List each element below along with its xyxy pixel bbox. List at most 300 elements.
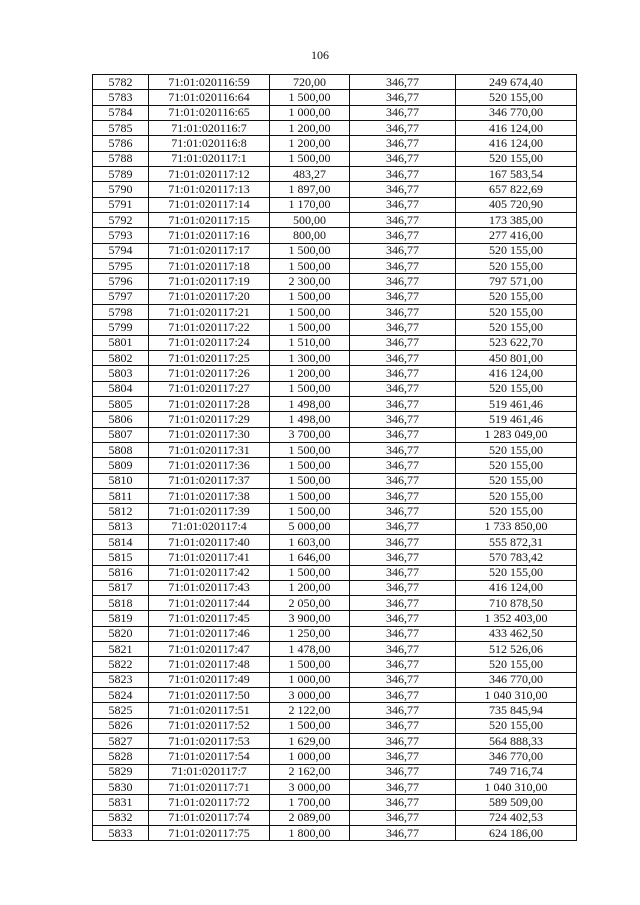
table-body (93, 75, 577, 841)
value-cell: 520 155,00 (456, 488, 577, 503)
row-number-cell: 5830 (93, 780, 149, 795)
row-number-cell: 5828 (93, 749, 149, 764)
row-number-cell: 5792 (93, 212, 149, 227)
cadastral-number-cell: 71:01:020117:12 (149, 166, 270, 181)
value-cell: 520 155,00 (456, 243, 577, 258)
value-cell: 523 622,70 (456, 335, 577, 350)
area-cell: 1 510,00 (270, 335, 350, 350)
value-cell: 520 155,00 (456, 320, 577, 335)
cadastral-number-cell: 71:01:020117:44 (149, 596, 270, 611)
rate-cell: 346,77 (350, 243, 456, 258)
area-cell: 1 300,00 (270, 350, 350, 365)
cadastral-number-cell: 71:01:020117:30 (149, 427, 270, 442)
cadastral-number-cell: 71:01:020117:51 (149, 703, 270, 718)
table-row (93, 550, 577, 565)
cadastral-number-cell: 71:01:020117:24 (149, 335, 270, 350)
rate-cell: 346,77 (350, 136, 456, 151)
cadastral-number-cell: 71:01:020117:53 (149, 734, 270, 749)
cadastral-number-cell: 71:01:020117:25 (149, 350, 270, 365)
area-cell: 5 000,00 (270, 519, 350, 534)
cadastral-number-cell: 71:01:020117:52 (149, 718, 270, 733)
area-cell: 483,27 (270, 166, 350, 181)
area-cell: 1 500,00 (270, 258, 350, 273)
value-cell: 1 040 310,00 (456, 780, 577, 795)
rate-cell: 346,77 (350, 182, 456, 197)
cadastral-number-cell: 71:01:020117:1 (149, 151, 270, 166)
cadastral-number-cell: 71:01:020117:15 (149, 212, 270, 227)
table-row (93, 366, 577, 381)
row-number-cell: 5798 (93, 304, 149, 319)
land-plot-table (92, 74, 577, 841)
rate-cell: 346,77 (350, 289, 456, 304)
area-cell: 1 500,00 (270, 657, 350, 672)
value-cell: 346 770,00 (456, 672, 577, 687)
value-cell: 520 155,00 (456, 151, 577, 166)
area-cell: 1 500,00 (270, 718, 350, 733)
value-cell: 520 155,00 (456, 442, 577, 457)
cadastral-number-cell: 71:01:020116:64 (149, 90, 270, 105)
row-number-cell: 5806 (93, 412, 149, 427)
rate-cell: 346,77 (350, 749, 456, 764)
value-cell: 589 509,00 (456, 795, 577, 810)
rate-cell: 346,77 (350, 642, 456, 657)
value-cell: 277 416,00 (456, 228, 577, 243)
row-number-cell: 5802 (93, 350, 149, 365)
cadastral-number-cell: 71:01:020117:41 (149, 550, 270, 565)
value-cell: 520 155,00 (456, 565, 577, 580)
area-cell: 800,00 (270, 228, 350, 243)
rate-cell: 346,77 (350, 228, 456, 243)
table-row (93, 151, 577, 166)
cadastral-number-cell: 71:01:020117:45 (149, 611, 270, 626)
area-cell: 3 700,00 (270, 427, 350, 442)
table-row (93, 672, 577, 687)
row-number-cell: 5803 (93, 366, 149, 381)
table-row (93, 182, 577, 197)
row-number-cell: 5820 (93, 626, 149, 641)
row-number-cell: 5796 (93, 274, 149, 289)
rate-cell: 346,77 (350, 826, 456, 841)
value-cell: 433 462,50 (456, 626, 577, 641)
cadastral-number-cell: 71:01:020117:49 (149, 672, 270, 687)
table-row (93, 212, 577, 227)
table-row (93, 320, 577, 335)
value-cell: 346 770,00 (456, 749, 577, 764)
value-cell: 520 155,00 (456, 718, 577, 733)
area-cell: 3 900,00 (270, 611, 350, 626)
cadastral-number-cell: 71:01:020117:28 (149, 396, 270, 411)
rate-cell: 346,77 (350, 350, 456, 365)
row-number-cell: 5788 (93, 151, 149, 166)
area-cell: 1 500,00 (270, 289, 350, 304)
table-row (93, 596, 577, 611)
row-number-cell: 5813 (93, 519, 149, 534)
rate-cell: 346,77 (350, 458, 456, 473)
area-cell: 500,00 (270, 212, 350, 227)
row-number-cell: 5789 (93, 166, 149, 181)
row-number-cell: 5819 (93, 611, 149, 626)
rate-cell: 346,77 (350, 488, 456, 503)
row-number-cell: 5821 (93, 642, 149, 657)
cadastral-number-cell: 71:01:020116:7 (149, 120, 270, 135)
row-number-cell: 5804 (93, 381, 149, 396)
row-number-cell: 5786 (93, 136, 149, 151)
table-row (93, 412, 577, 427)
area-cell: 1 500,00 (270, 243, 350, 258)
rate-cell: 346,77 (350, 780, 456, 795)
table-row (93, 734, 577, 749)
rate-cell: 346,77 (350, 473, 456, 488)
rate-cell: 346,77 (350, 596, 456, 611)
area-cell: 1 000,00 (270, 672, 350, 687)
value-cell: 1 040 310,00 (456, 688, 577, 703)
cadastral-number-cell: 71:01:020117:75 (149, 826, 270, 841)
rate-cell: 346,77 (350, 519, 456, 534)
rate-cell: 346,77 (350, 688, 456, 703)
rate-cell: 346,77 (350, 718, 456, 733)
area-cell: 720,00 (270, 75, 350, 90)
rate-cell: 346,77 (350, 90, 456, 105)
table-row (93, 534, 577, 549)
cadastral-number-cell: 71:01:020117:38 (149, 488, 270, 503)
area-cell: 2 050,00 (270, 596, 350, 611)
value-cell: 416 124,00 (456, 366, 577, 381)
cadastral-number-cell: 71:01:020117:74 (149, 810, 270, 825)
rate-cell: 346,77 (350, 810, 456, 825)
rate-cell: 346,77 (350, 258, 456, 273)
area-cell: 1 200,00 (270, 580, 350, 595)
cadastral-number-cell: 71:01:020117:46 (149, 626, 270, 641)
row-number-cell: 5794 (93, 243, 149, 258)
row-number-cell: 5783 (93, 90, 149, 105)
rate-cell: 346,77 (350, 703, 456, 718)
cadastral-number-cell: 71:01:020117:7 (149, 764, 270, 779)
row-number-cell: 5795 (93, 258, 149, 273)
rate-cell: 346,77 (350, 565, 456, 580)
cadastral-number-cell: 71:01:020117:42 (149, 565, 270, 580)
cadastral-number-cell: 71:01:020117:18 (149, 258, 270, 273)
value-cell: 416 124,00 (456, 580, 577, 595)
cadastral-number-cell: 71:01:020117:48 (149, 657, 270, 672)
area-cell: 1 000,00 (270, 105, 350, 120)
value-cell: 520 155,00 (456, 304, 577, 319)
rate-cell: 346,77 (350, 151, 456, 166)
row-number-cell: 5801 (93, 335, 149, 350)
row-number-cell: 5790 (93, 182, 149, 197)
table-row (93, 105, 577, 120)
table-row (93, 289, 577, 304)
cadastral-number-cell: 71:01:020117:47 (149, 642, 270, 657)
area-cell: 1 498,00 (270, 396, 350, 411)
rate-cell: 346,77 (350, 611, 456, 626)
area-cell: 1 500,00 (270, 442, 350, 457)
cadastral-number-cell: 71:01:020117:20 (149, 289, 270, 304)
area-cell: 2 300,00 (270, 274, 350, 289)
table-row (93, 657, 577, 672)
value-cell: 520 155,00 (456, 289, 577, 304)
cadastral-number-cell: 71:01:020117:37 (149, 473, 270, 488)
rate-cell: 346,77 (350, 795, 456, 810)
row-number-cell: 5825 (93, 703, 149, 718)
cadastral-number-cell: 71:01:020117:4 (149, 519, 270, 534)
cadastral-number-cell: 71:01:020117:14 (149, 197, 270, 212)
rate-cell: 346,77 (350, 657, 456, 672)
area-cell: 3 000,00 (270, 688, 350, 703)
row-number-cell: 5810 (93, 473, 149, 488)
row-number-cell: 5785 (93, 120, 149, 135)
row-number-cell: 5809 (93, 458, 149, 473)
rate-cell: 346,77 (350, 396, 456, 411)
value-cell: 520 155,00 (456, 473, 577, 488)
table-row (93, 473, 577, 488)
rate-cell: 346,77 (350, 412, 456, 427)
rate-cell: 346,77 (350, 550, 456, 565)
table-row (93, 381, 577, 396)
table-row (93, 488, 577, 503)
table-row (93, 764, 577, 779)
area-cell: 1 200,00 (270, 366, 350, 381)
rate-cell: 346,77 (350, 534, 456, 549)
cadastral-number-cell: 71:01:020117:21 (149, 304, 270, 319)
row-number-cell: 5826 (93, 718, 149, 733)
table-row (93, 274, 577, 289)
area-cell: 1 500,00 (270, 151, 350, 166)
area-cell: 1 500,00 (270, 565, 350, 580)
row-number-cell: 5784 (93, 105, 149, 120)
table-row (93, 243, 577, 258)
table-row (93, 780, 577, 795)
value-cell: 249 674,40 (456, 75, 577, 90)
value-cell: 1 283 049,00 (456, 427, 577, 442)
rate-cell: 346,77 (350, 672, 456, 687)
value-cell: 405 720,90 (456, 197, 577, 212)
row-number-cell: 5812 (93, 504, 149, 519)
row-number-cell: 5817 (93, 580, 149, 595)
row-number-cell: 5797 (93, 289, 149, 304)
value-cell: 520 155,00 (456, 90, 577, 105)
table-row (93, 458, 577, 473)
area-cell: 1 646,00 (270, 550, 350, 565)
area-cell: 1 500,00 (270, 504, 350, 519)
rate-cell: 346,77 (350, 197, 456, 212)
value-cell: 520 155,00 (456, 258, 577, 273)
rate-cell: 346,77 (350, 580, 456, 595)
table-row (93, 688, 577, 703)
value-cell: 520 155,00 (456, 381, 577, 396)
row-number-cell: 5799 (93, 320, 149, 335)
row-number-cell: 5823 (93, 672, 149, 687)
rate-cell: 346,77 (350, 166, 456, 181)
value-cell: 519 461,46 (456, 396, 577, 411)
cadastral-number-cell: 71:01:020116:65 (149, 105, 270, 120)
row-number-cell: 5791 (93, 197, 149, 212)
value-cell: 520 155,00 (456, 504, 577, 519)
area-cell: 1 897,00 (270, 182, 350, 197)
area-cell: 1 000,00 (270, 749, 350, 764)
area-cell: 1 500,00 (270, 90, 350, 105)
rate-cell: 346,77 (350, 626, 456, 641)
area-cell: 1 700,00 (270, 795, 350, 810)
value-cell: 1 352 403,00 (456, 611, 577, 626)
value-cell: 797 571,00 (456, 274, 577, 289)
table-row (93, 197, 577, 212)
rate-cell: 346,77 (350, 320, 456, 335)
row-number-cell: 5829 (93, 764, 149, 779)
row-number-cell: 5811 (93, 488, 149, 503)
cadastral-number-cell: 71:01:020117:71 (149, 780, 270, 795)
row-number-cell: 5782 (93, 75, 149, 90)
table-row (93, 580, 577, 595)
value-cell: 570 783,42 (456, 550, 577, 565)
cadastral-number-cell: 71:01:020117:39 (149, 504, 270, 519)
row-number-cell: 5833 (93, 826, 149, 841)
row-number-cell: 5824 (93, 688, 149, 703)
rate-cell: 346,77 (350, 427, 456, 442)
table-row (93, 519, 577, 534)
row-number-cell: 5805 (93, 396, 149, 411)
table-row (93, 642, 577, 657)
area-cell: 1 629,00 (270, 734, 350, 749)
area-cell: 1 170,00 (270, 197, 350, 212)
rate-cell: 346,77 (350, 442, 456, 457)
rate-cell: 346,77 (350, 764, 456, 779)
value-cell: 167 583,54 (456, 166, 577, 181)
area-cell: 1 500,00 (270, 458, 350, 473)
area-cell: 1 500,00 (270, 320, 350, 335)
rate-cell: 346,77 (350, 335, 456, 350)
cadastral-number-cell: 71:01:020116:59 (149, 75, 270, 90)
area-cell: 1 500,00 (270, 381, 350, 396)
value-cell: 724 402,53 (456, 810, 577, 825)
row-number-cell: 5832 (93, 810, 149, 825)
area-cell: 1 250,00 (270, 626, 350, 641)
rate-cell: 346,77 (350, 381, 456, 396)
value-cell: 520 155,00 (456, 657, 577, 672)
table-row (93, 90, 577, 105)
row-number-cell: 5816 (93, 565, 149, 580)
row-number-cell: 5818 (93, 596, 149, 611)
rate-cell: 346,77 (350, 105, 456, 120)
value-cell: 512 526,06 (456, 642, 577, 657)
row-number-cell: 5815 (93, 550, 149, 565)
area-cell: 1 200,00 (270, 136, 350, 151)
table-row (93, 703, 577, 718)
table-row (93, 626, 577, 641)
cadastral-number-cell: 71:01:020117:36 (149, 458, 270, 473)
table-row (93, 749, 577, 764)
table-row (93, 136, 577, 151)
rate-cell: 346,77 (350, 120, 456, 135)
area-cell: 2 162,00 (270, 764, 350, 779)
cadastral-number-cell: 71:01:020117:50 (149, 688, 270, 703)
value-cell: 173 385,00 (456, 212, 577, 227)
area-cell: 1 500,00 (270, 304, 350, 319)
rate-cell: 346,77 (350, 366, 456, 381)
value-cell: 450 801,00 (456, 350, 577, 365)
table-row (93, 166, 577, 181)
rate-cell: 346,77 (350, 504, 456, 519)
value-cell: 624 186,00 (456, 826, 577, 841)
row-number-cell: 5831 (93, 795, 149, 810)
table-row (93, 826, 577, 841)
cadastral-number-cell: 71:01:020117:43 (149, 580, 270, 595)
value-cell: 520 155,00 (456, 458, 577, 473)
value-cell: 1 733 850,00 (456, 519, 577, 534)
value-cell: 416 124,00 (456, 120, 577, 135)
rate-cell: 346,77 (350, 75, 456, 90)
row-number-cell: 5807 (93, 427, 149, 442)
table-row (93, 335, 577, 350)
value-cell: 416 124,00 (456, 136, 577, 151)
value-cell: 710 878,50 (456, 596, 577, 611)
table-row (93, 504, 577, 519)
cadastral-number-cell: 71:01:020117:72 (149, 795, 270, 810)
area-cell: 1 478,00 (270, 642, 350, 657)
table-row (93, 120, 577, 135)
cadastral-number-cell: 71:01:020116:8 (149, 136, 270, 151)
table-row (93, 75, 577, 90)
table-row (93, 810, 577, 825)
rate-cell: 346,77 (350, 304, 456, 319)
row-number-cell: 5822 (93, 657, 149, 672)
table-row (93, 795, 577, 810)
table-row (93, 427, 577, 442)
table-row (93, 565, 577, 580)
table-row (93, 228, 577, 243)
table-row (93, 350, 577, 365)
cadastral-number-cell: 71:01:020117:19 (149, 274, 270, 289)
value-cell: 519 461,46 (456, 412, 577, 427)
table-row (93, 304, 577, 319)
row-number-cell: 5814 (93, 534, 149, 549)
value-cell: 564 888,33 (456, 734, 577, 749)
value-cell: 749 716,74 (456, 764, 577, 779)
cadastral-number-cell: 71:01:020117:13 (149, 182, 270, 197)
cadastral-number-cell: 71:01:020117:40 (149, 534, 270, 549)
row-number-cell: 5827 (93, 734, 149, 749)
row-number-cell: 5793 (93, 228, 149, 243)
table-row (93, 718, 577, 733)
page-number: 106 (311, 48, 329, 62)
cadastral-number-cell: 71:01:020117:29 (149, 412, 270, 427)
cadastral-number-cell: 71:01:020117:16 (149, 228, 270, 243)
area-cell: 1 498,00 (270, 412, 350, 427)
area-cell: 1 800,00 (270, 826, 350, 841)
cadastral-number-cell: 71:01:020117:54 (149, 749, 270, 764)
cadastral-number-cell: 71:01:020117:27 (149, 381, 270, 396)
cadastral-number-cell: 71:01:020117:17 (149, 243, 270, 258)
area-cell: 2 089,00 (270, 810, 350, 825)
area-cell: 1 200,00 (270, 120, 350, 135)
cadastral-number-cell: 71:01:020117:22 (149, 320, 270, 335)
table-row (93, 396, 577, 411)
cadastral-number-cell: 71:01:020117:31 (149, 442, 270, 457)
area-cell: 1 500,00 (270, 473, 350, 488)
value-cell: 657 822,69 (456, 182, 577, 197)
row-number-cell: 5808 (93, 442, 149, 457)
cadastral-number-cell: 71:01:020117:26 (149, 366, 270, 381)
rate-cell: 346,77 (350, 734, 456, 749)
value-cell: 735 845,94 (456, 703, 577, 718)
table-row (93, 442, 577, 457)
rate-cell: 346,77 (350, 274, 456, 289)
area-cell: 1 603,00 (270, 534, 350, 549)
value-cell: 555 872,31 (456, 534, 577, 549)
table-row (93, 258, 577, 273)
area-cell: 3 000,00 (270, 780, 350, 795)
rate-cell: 346,77 (350, 212, 456, 227)
area-cell: 1 500,00 (270, 488, 350, 503)
